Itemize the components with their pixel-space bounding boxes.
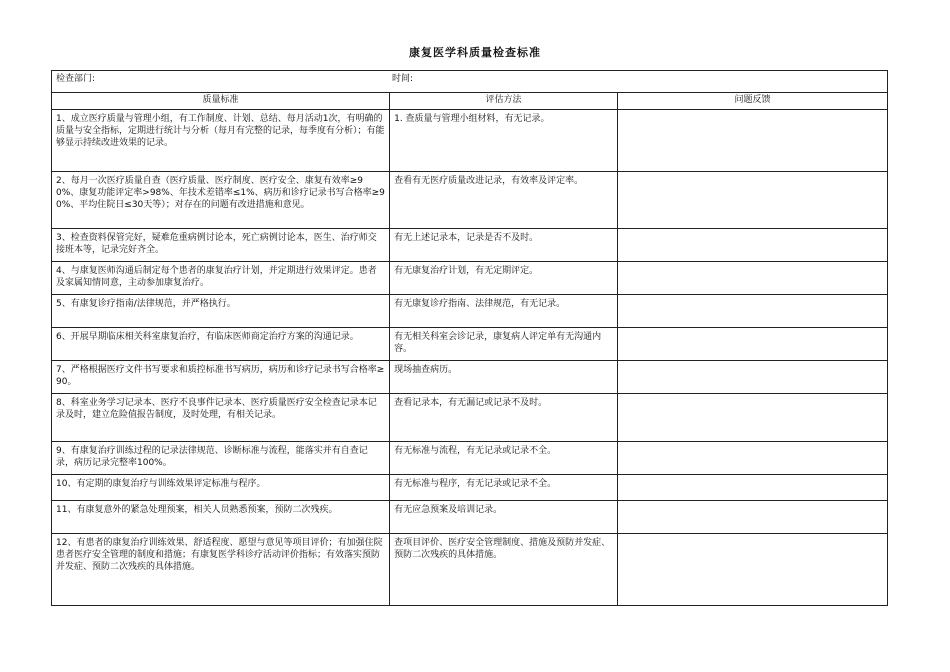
- feedback-cell[interactable]: [617, 295, 887, 328]
- method-cell: 查看记录本，有无漏记或记录不及时。: [390, 394, 618, 442]
- column-header-row: [52, 93, 888, 110]
- standard-cell: 1、成立医疗质量与管理小组，有工作制度、计划、总结、每月活动1次，有明确的质量与安全指标，定期进行统计与分析（每月有完整的记录，每季度有分析）；有能够显示持续改进效果的记录。: [52, 110, 390, 172]
- standard-cell: 2、每月一次医疗质量自查（医疗质量、医疗制度、医疗安全、康复有效率≥90%、康复功能评定率>98%、年技术差错率≤1%、病历和诊疗记录书写合格率≥90%、平均住院日≤30天等）；对存在的问题有改进措施和意见。: [52, 172, 390, 229]
- feedback-cell[interactable]: [617, 328, 887, 361]
- method-cell: 有无应急预案及培训记录。: [390, 501, 618, 534]
- dept-label: 检查部门:: [56, 74, 96, 84]
- table-row: [52, 442, 888, 475]
- standard-cell: 3、检查资料保管完好，疑难危重病例讨论本，死亡病例讨论本，医生、治疗师交接班本等，记录完好齐全。: [52, 229, 390, 262]
- method-cell: 有无标准与流程，有无记录或记录不全。: [390, 442, 618, 475]
- method-cell: 有无康复治疗计划，有无定期评定。: [390, 262, 618, 295]
- standard-cell: 4、与康复医师沟通后制定每个患者的康复治疗计划，并定期进行效果评定。患者及家属知情同意，主动参加康复治疗。: [52, 262, 390, 295]
- method-cell: 有无标准与程序，有无记录或记录不全。: [390, 475, 618, 501]
- table-row: [52, 394, 888, 442]
- table-row: [52, 295, 888, 328]
- column-header-feedback: 问题反馈: [617, 93, 887, 110]
- standard-cell: 5、有康复诊疗指南/法律规范，并严格执行。: [52, 295, 390, 328]
- table-row: [52, 262, 888, 295]
- feedback-cell[interactable]: [617, 501, 887, 534]
- feedback-cell[interactable]: [617, 262, 887, 295]
- standard-cell: 7、严格根据医疗文件书写要求和质控标准书写病历，病历和诊疗记录书写合格率≥90。: [52, 361, 390, 394]
- feedback-cell[interactable]: [617, 172, 887, 229]
- info-cell: [52, 71, 888, 93]
- feedback-cell[interactable]: [617, 361, 887, 394]
- table-row: [52, 229, 888, 262]
- feedback-cell[interactable]: [617, 229, 887, 262]
- column-header-standard: 质量标准: [52, 93, 390, 110]
- standard-cell: 8、科室业务学习记录本、医疗不良事件记录本、医疗质量医疗安全检查记录本记录及时，建立危险值报告制度，及时处理，有相关记录。: [52, 394, 390, 442]
- standard-cell: 11、有康复意外的紧急处理预案，相关人员熟悉预案，预防二次残疾。: [52, 501, 390, 534]
- standard-cell: 9、有康复治疗训练过程的记录法律规范、诊断标准与流程，能落实并有自查记录，病历记录完整率100%。: [52, 442, 390, 475]
- table-row: [52, 110, 888, 172]
- table-header-info-row: [52, 71, 888, 93]
- page-title: 康复医学科质量检查标准: [409, 46, 541, 59]
- feedback-cell[interactable]: [617, 442, 887, 475]
- standard-cell: 6、开展早期临床相关科室康复治疗，有临床医师商定治疗方案的沟通记录。: [52, 328, 390, 361]
- quality-standards-table: [51, 70, 888, 606]
- standard-cell: 10、有定期的康复治疗与训练效果评定标准与程序。: [52, 475, 390, 501]
- method-cell: 查看有无医疗质量改进记录，有效率及评定率。: [390, 172, 618, 229]
- column-header-method: 评估方法: [390, 93, 618, 110]
- feedback-cell[interactable]: [617, 394, 887, 442]
- method-cell: 现场抽查病历。: [390, 361, 618, 394]
- method-cell: 有无康复诊疗指南、法律规范，有无记录。: [390, 295, 618, 328]
- method-cell: 查项目评价、医疗安全管理制度、措施及预防并发症、预防二次残疾的具体措施。: [390, 534, 618, 606]
- method-cell: 有无相关科室会诊记录，康复病人评定单有无沟通内容。: [390, 328, 618, 361]
- table-row: [52, 328, 888, 361]
- table-row: [52, 172, 888, 229]
- table-row: [52, 361, 888, 394]
- method-cell: 1. 查质量与管理小组材料，有无记录。: [390, 110, 618, 172]
- table-row: [52, 475, 888, 501]
- standard-cell: 12、有患者的康复治疗训练效果、舒适程度、愿望与意见等项目评价；有加强住院患者医疗安全管理的制度和措施；有康复医学科诊疗活动评价指标；有效落实预防并发症、预防二次残疾的具体措施。: [52, 534, 390, 606]
- time-label: 时间:: [392, 74, 414, 84]
- table-row: [52, 501, 888, 534]
- method-cell: 有无上述记录本，记录是否不及时。: [390, 229, 618, 262]
- feedback-cell[interactable]: [617, 475, 887, 501]
- feedback-cell[interactable]: [617, 110, 887, 172]
- feedback-cell[interactable]: [617, 534, 887, 606]
- table-row: [52, 534, 888, 606]
